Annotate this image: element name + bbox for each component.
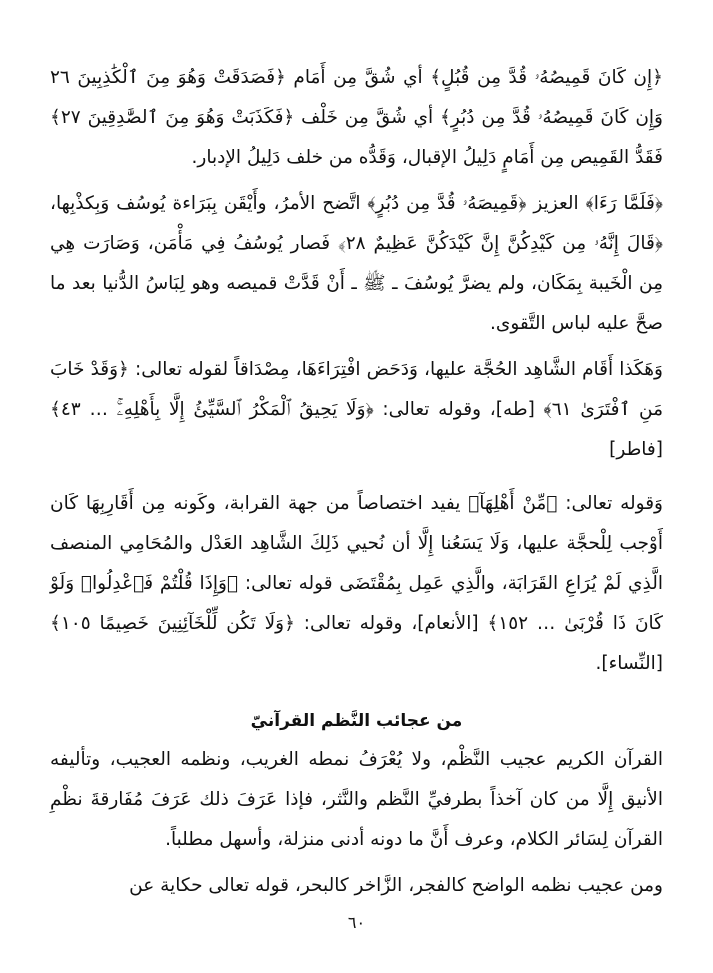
- paragraph-2: ﴿فَلَمَّا رَءَا﴾ العزيز ﴿قَمِيصَهُۥ قُدَّ مِن دُبُرٍ﴾ اتَّضح الأمرُ، وأَيْقَن بِبَرَاءة يُوسُف وَبِكذْبِها، ﴿قَالَ إِنَّهُۥ مِن كَيْدِكُنَّ إِنَّ كَيْدَكُنَّ عَظِيمٌ ٢٨﴾ فَصار يُوسُفُ فِي مَأْمَن، وَصَارَت هِي مِن الْخَيبة بِمَكَان، ولم يضرَّ يُوسُفَ ـ ﷺ ـ أَنْ قَدَّتْ قميصه وهو لِبَاسُ الدُّنيا بعد ما صحَّ عليه لباس التَّقوى.: [50, 193, 663, 334]
- spacer: [50, 684, 663, 706]
- section-heading: من عجائب النَّظم القرآنيّ: [250, 711, 463, 731]
- page-number: ٦٠: [347, 913, 366, 932]
- paragraph-6: ومن عجيب نظمه الواضح كالفجر، الزَّاخر كالبحر، قوله تعالى حكاية عن: [129, 875, 663, 896]
- paragraph-3: وَهَكَذا أَقَام الشَّاهِد الحُجَّة عليها، وَدَحَض افْتِرَاءَهَا، مِصْدَاقاً لقوله تعالى: ﴿وَقَدْ خَابَ مَنِ ٱفْتَرَىٰ ٦١﴾ [طه]، وقوله تعالى: ﴿وَلَا يَحِيقُ ٱلْمَكْرُ ٱلسَّيِّئُ إِلَّا بِأَهْلِهِۦۚ … ٤٣﴾ [فاطر]: [50, 359, 663, 460]
- paragraph-1: ﴿إِن كَانَ قَمِيصُهُۥ قُدَّ مِن قُبُلٍ﴾ أي شُقَّ مِن أَمَام ﴿فَصَدَقَتْ وَهُوَ مِنَ ٱلْكَٰذِبِينَ ٢٦ وَإِن كَانَ قَمِيصُهُۥ قُدَّ مِن دُبُرٍ﴾ أي شُقَّ مِن خَلْف ﴿فَكَذَبَتْ وَهُوَ مِنَ ٱلصَّٰدِقِينَ ٢٧﴾ فَقَدُّ القَمِيص مِن أَمَامٍ دَلِيلُ الإقبال، وَقَدُّه من خلف دَلِيلُ الإدبار.: [50, 67, 663, 168]
- paragraph-5: القرآن الكريم عجيب النَّظْم، ولا يُعْرَفُ نمطه الغريب، ونظمه العجيب، وتأليفه الأنيق إِلَّا من كان آخذاً بطرفيِّ النَّظم والنَّثر، فإذا عَرَفَ ذلك عَرَفَ مُفَارقةَ نظْمِ القرآن لِسَائر الكلام، وعرف أَنَّ ما دونه أدنى منزلة، وأسهل مطلباً.: [50, 749, 663, 850]
- spacer: [50, 470, 663, 484]
- paragraph-4: وَقوله تعالى: ﴿مِّنْ أَهْلِهَآ﴾ يفيد اختصاصاً من جهة القرابة، وكَونه مِن أَقَارِبِهَا كَان أَوْجب لِلْحجَّة عليها، وَلَا يَسَعُنا إِلَّا أن نُحيي ذَلِكَ الشَّاهِد العَدْل والمُحَامِي المنصف الَّذِي لَمْ يُرَاعِ القَرَابَة، والَّذِي عَمِل بِمُقْتَضَى قوله تعالى: ﴿وَإِذَا قُلْتُمْ فَٱعْدِلُوا۟ وَلَوْ كَانَ ذَا قُرْبَىٰ … ١٥٢﴾ [الأنعام]، وقوله تعالى: ﴿وَلَا تَكُن لِّلْخَآئِنِينَ خَصِيمًا ١٠٥﴾ [النِّساء].: [50, 493, 663, 674]
- page-body: [50, 58, 663, 933]
